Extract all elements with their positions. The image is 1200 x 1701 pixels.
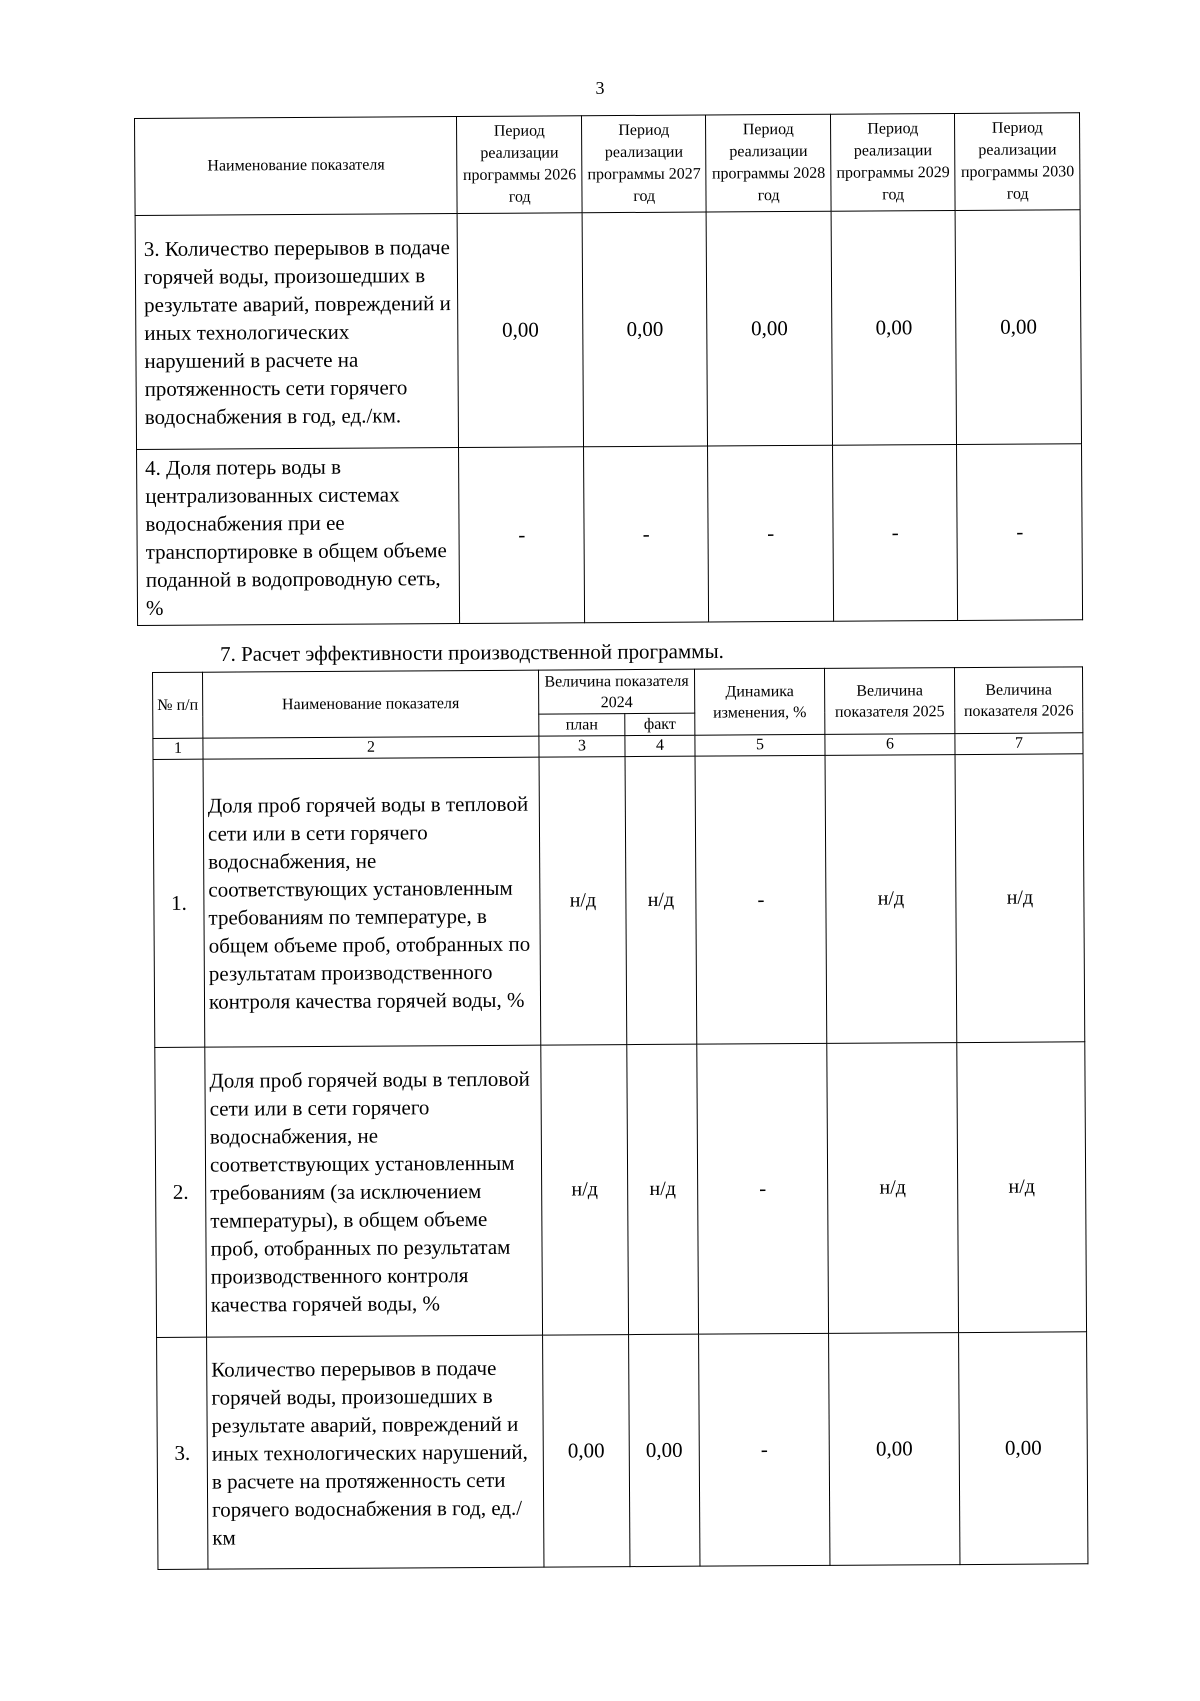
column-number: 7 [955, 733, 1083, 755]
indicators-table-continued [134, 112, 1083, 626]
page-number: 3 [595, 78, 605, 98]
value-cell: 0,00 [707, 211, 833, 446]
table-row [153, 754, 1085, 1048]
indicator-name: Количество перерывов в подаче горячей воды, произошедших в результате аварий, повреждений и иных технологических нарушений, в расчете на протяженность сети горячего водоснабжения в год, ед./км [207, 1335, 544, 1569]
header-dynamics: Динамика изменения, % [695, 668, 825, 735]
value-cell: н/д [627, 1044, 699, 1334]
column-number: 6 [825, 734, 955, 756]
value-cell: н/д [539, 757, 627, 1046]
table-row [137, 444, 1083, 626]
indicator-name: Доля проб горячей воды в тепловой сети или в сети горячего водоснабжения, не соответствующих установленным требованиям (за исключением температуры), в общем объеме проб, отобранных по результатам производственного контроля качества горячей воды, % [205, 1045, 543, 1337]
value-cell: - [699, 1333, 830, 1566]
header-value-2024: Величина показателя 2024 [538, 669, 694, 714]
value-cell: 0,00 [458, 213, 584, 448]
indicator-name: 3. Количество перерывов в подаче горячей воды, произошедших в результате аварий, повреждений и иных технологических нарушений в расчете на протяженность сети горячего водоснабжения в год, ед./км. [135, 214, 459, 450]
header-fact: факт [625, 713, 695, 735]
header-indicator-name: Наименование показателя [135, 117, 458, 216]
header-period-2029: Период реализации программы 2029 год [830, 113, 955, 211]
row-number: 2. [155, 1047, 207, 1337]
table-header-row [153, 667, 1083, 717]
value-cell: - [832, 444, 958, 621]
value-cell: - [695, 755, 827, 1044]
header-plan: план [539, 714, 625, 737]
value-cell: 0,00 [959, 1332, 1088, 1565]
header-period-2026: Период реализации программы 2026 год [457, 116, 582, 214]
value-cell: 0,00 [582, 212, 708, 447]
value-cell: 0,00 [629, 1334, 700, 1566]
value-cell: 0,00 [543, 1335, 630, 1568]
row-number: 1. [153, 759, 205, 1047]
indicator-name: 4. Доля потерь воды в централизованных системах водоснабжения при ее транспортировке в общем объеме поданной в водопроводную сеть, % [137, 448, 461, 626]
value-cell: - [708, 445, 834, 622]
value-cell: н/д [541, 1045, 629, 1336]
header-value-2026: Величина показателя 2026 [955, 667, 1083, 734]
header-period-2028: Период реализации программы 2028 год [706, 114, 831, 212]
column-number: 2 [203, 736, 539, 759]
table-row [135, 210, 1081, 450]
value-cell: 0,00 [831, 210, 957, 445]
column-number: 4 [625, 735, 695, 756]
value-cell: 0,00 [829, 1333, 960, 1566]
value-cell: - [957, 444, 1083, 621]
value-cell: - [583, 446, 709, 623]
value-cell: н/д [625, 756, 697, 1044]
value-cell: 0,00 [956, 210, 1082, 445]
value-cell: - [697, 1043, 829, 1334]
header-period-2030: Период реализации программы 2030 год [955, 113, 1080, 211]
value-cell: н/д [827, 1043, 959, 1334]
header-period-2027: Период реализации программы 2027 год [581, 115, 706, 213]
header-num: № п/п [153, 672, 203, 738]
table-row [157, 1332, 1088, 1570]
indicator-name: Доля проб горячей воды в тепловой сети или в сети горячего водоснабжения, не соответствующих установленным требованиям по температуре, в общем объеме проб, отобранных по результатам производственного контроля качества горячей воды, % [203, 757, 541, 1047]
table-header-row [135, 113, 1081, 216]
header-value-2025: Величина показателя 2025 [825, 668, 955, 735]
value-cell: н/д [955, 754, 1085, 1043]
header-indicator-name: Наименование показателя [203, 670, 539, 738]
column-number: 1 [153, 738, 203, 759]
value-cell: н/д [957, 1042, 1087, 1333]
table-row [155, 1042, 1087, 1338]
efficiency-table [152, 666, 1088, 1570]
column-number: 5 [695, 734, 825, 756]
column-number: 3 [539, 736, 625, 758]
section-title: 7. Расчет эффективности производственной программы. [220, 638, 724, 666]
value-cell: н/д [825, 755, 957, 1044]
value-cell: - [459, 447, 585, 624]
row-number: 3. [157, 1337, 208, 1569]
